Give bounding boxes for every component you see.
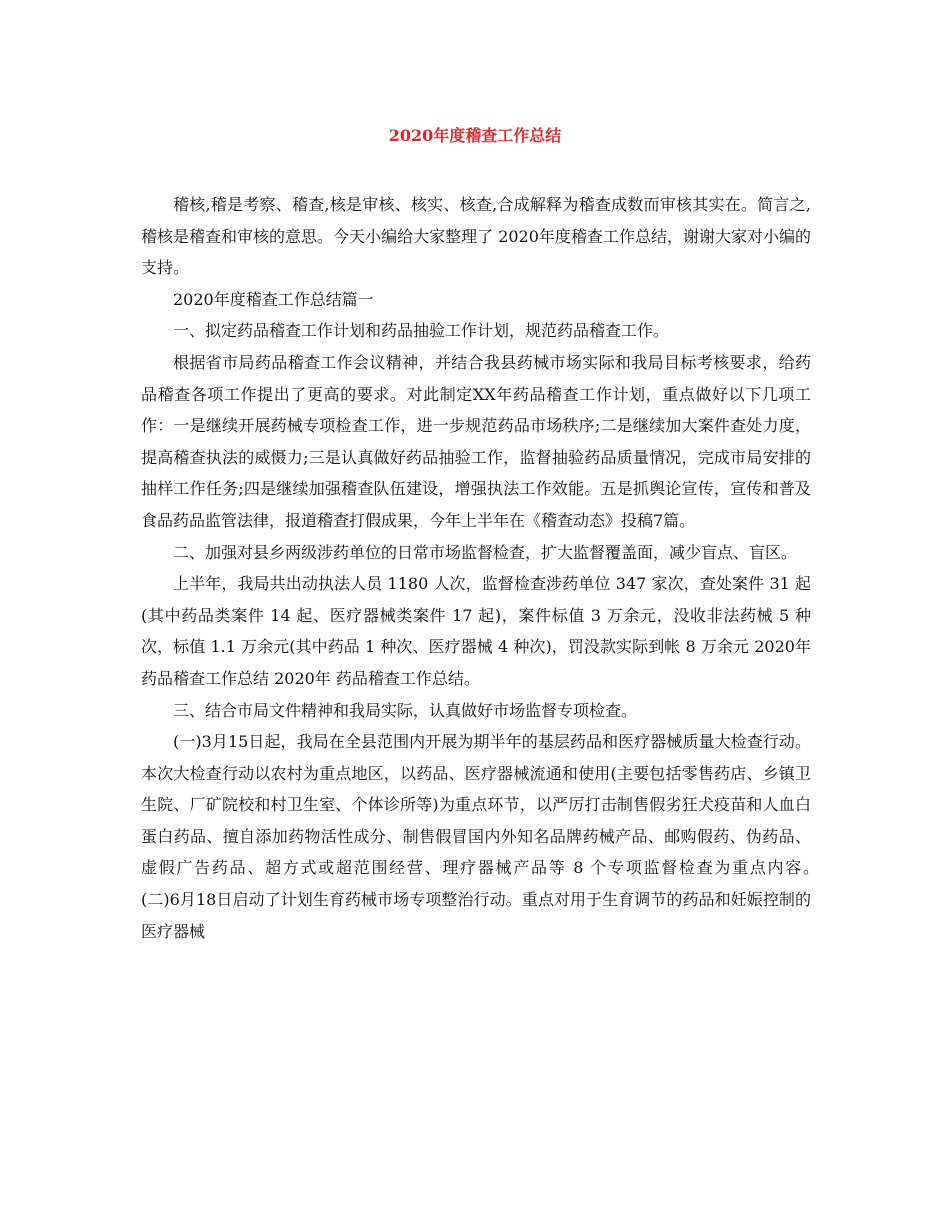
paragraph-item-1: 一、拟定药品稽查工作计划和药品抽验工作计划，规范药品稽查工作。 <box>173 321 670 341</box>
paragraph-item-3: 三、结合市局文件精神和我局实际，认真做好市场监督专项检查。 <box>173 700 638 720</box>
paragraph-special-inspections: (一)3月15日起，我局在全县范围内开展为期半年的基层药品和医疗器械质量大检查行动。本次大检查行动以农村为重点地区，以药品、医疗器械流通和使用(主要包括零售药店、乡镇卫生院、厂矿院校和村卫生室、个体诊所等)为重点环节，以严厉打击制售假劣狂犬疫苗和人血白蛋白药品、擅自添加药物活性成分、制售假冒国内外知名品牌药械产品、邮购假药、伪药品、虚假广告药品、超方式或超范围经营、理疗器械产品等 8 个专项监督检查为重点内容。 (二)6月18日启动了计划生育药械市场专项整治行动。重点对用于生育调节的药品和妊娠控制的医疗器械 <box>141 732 860 941</box>
document-title: 2020年度稽查工作总结 <box>388 126 562 145</box>
paragraph-intro: 稽核,稽是考察、稽查,核是审核、核实、核查,合成解释为稽查成数而审核其实在。简言之,稽核是稽查和审核的意思。今天小编给大家整理了 2020年度稽查工作总结，谢谢大家对小编的支持。 <box>141 195 811 278</box>
document-body <box>141 189 860 947</box>
paragraph-plan-details: 根据省市局药品稽查工作会议精神，并结合我县药械市场实际和我局目标考核要求，给药品稽查各项工作提出了更高的要求。对此制定XX年药品稽查工作计划，重点做好以下几项工作：一是继续开展药械专项检查工作，进一步规范药品市场秩序;二是继续加大案件查处力度，提高稽查执法的威慑力;三是认真做好药品抽验工作，监督抽验药品质量情况，完成市局安排的抽样工作任务;四是继续加强稽查队伍建设，增强执法工作效能。五是抓舆论宣传，宣传和普及食品药品监管法律，报道稽查打假成果，今年上半年在《稽查动态》投稿7篇。 <box>141 352 811 530</box>
paragraph-statistics: 上半年，我局共出动执法人员 1180 人次，监督检查涉药单位 347 家次，查处案件 31 起(其中药品类案件 14 起、医疗器械类案件 17 起)，案件标值 3 万余元，没收非法药械 5 种次，标值 1.1 万余元(其中药品 1 种次、医疗器械 4 种次)，罚没款实际到帐 8 万余元 2020年 药品稽查工作总结 2020年 药品稽查工作总结。 <box>141 574 811 688</box>
paragraph-item-2: 二、加强对县乡两级涉药单位的日常市场监督检查，扩大监督覆盖面，减少盲点、盲区。 <box>173 542 798 562</box>
paragraph-section-heading: 2020年度稽查工作总结篇一 <box>173 289 374 309</box>
